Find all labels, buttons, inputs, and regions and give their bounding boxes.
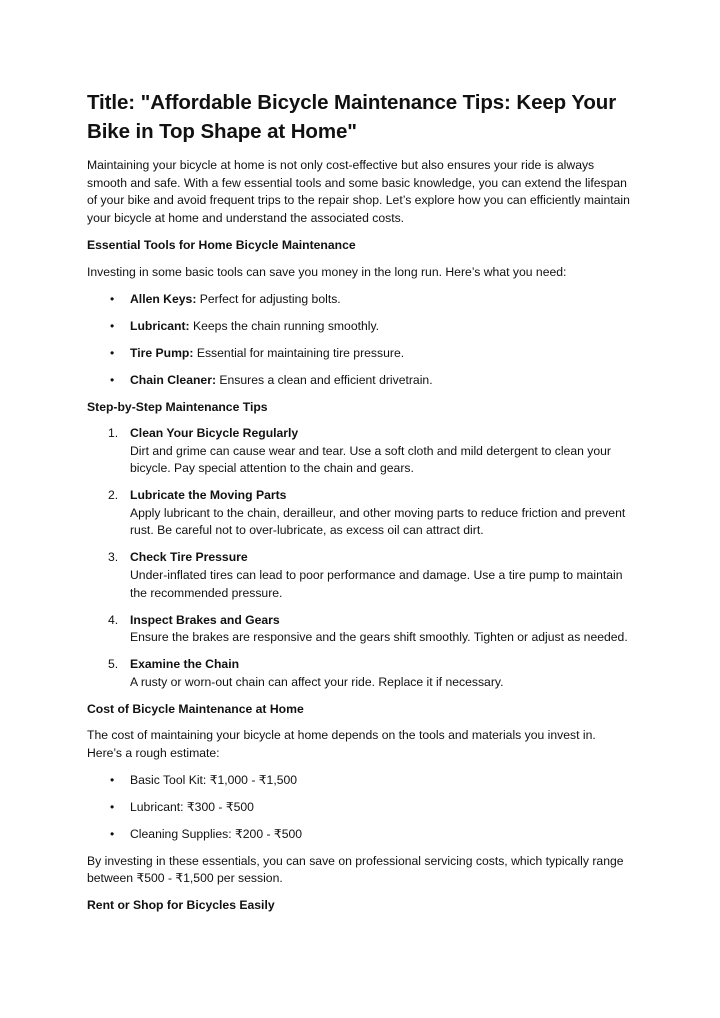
step-number: 5.	[108, 657, 119, 672]
step-number: 4.	[108, 612, 119, 627]
list-item	[87, 425, 632, 478]
intro-paragraph: Maintaining your bicycle at home is not only cost-effective but also ensures your ride is always smooth and safe. With a few essential tools and some basic knowledge, you can extend the lifespan of your bike and avoid frequent trips to the repair shop. Let’s explore how you can efficiently maintain your bicycle at home and understand the associated costs.	[87, 158, 630, 225]
tool-term: Allen Keys:	[130, 291, 197, 306]
bullet-icon: •	[110, 799, 115, 814]
step-number: 1.	[108, 426, 119, 441]
bullet-icon: •	[110, 772, 115, 787]
tool-desc: Keeps the chain running smoothly.	[189, 318, 380, 333]
cost-closing: By investing in these essentials, you can save on professional servicing costs, which typically range between ₹500 - ₹1,500 per session.	[87, 853, 624, 886]
list-item	[87, 318, 632, 336]
list-item	[87, 612, 632, 647]
list-item	[87, 345, 632, 363]
step-text: Apply lubricant to the chain, derailleur, and other moving parts to reduce friction and prevent rust. Be careful not to over-lubricate, as excess oil can attract dirt.	[130, 505, 626, 538]
step-text: Under-inflated tires can lead to poor performance and damage. Use a tire pump to maintain the recommended pressure.	[130, 568, 623, 600]
step-text: A rusty or worn-out chain can affect your ride. Replace it if necessary.	[130, 674, 504, 689]
bullet-icon: •	[110, 826, 115, 841]
list-item	[87, 826, 632, 844]
list-item	[87, 799, 632, 817]
step-title: Check Tire Pressure	[130, 550, 248, 565]
list-item	[87, 372, 632, 390]
tool-term: Lubricant:	[130, 318, 190, 333]
steps-heading: Step-by-Step Maintenance Tips	[87, 399, 268, 414]
tools-list	[87, 291, 632, 390]
step-title: Clean Your Bicycle Regularly	[130, 426, 299, 441]
document-page	[87, 88, 632, 923]
list-item	[87, 291, 632, 309]
cost-item: Basic Tool Kit: ₹1,000 - ₹1,500	[130, 772, 298, 787]
cost-lead: The cost of maintaining your bicycle at home depends on the tools and materials you invest in. Here’s a rough estimate:	[87, 728, 596, 760]
list-item	[87, 487, 632, 540]
step-number: 3.	[108, 550, 119, 565]
bullet-icon: •	[110, 318, 115, 333]
bullet-icon: •	[110, 372, 115, 387]
cost-heading: Cost of Bicycle Maintenance at Home	[87, 701, 304, 716]
step-number: 2.	[108, 488, 119, 503]
document-title: Title: "Affordable Bicycle Maintenance Tips: Keep Your Bike in Top Shape at Home"	[87, 91, 617, 143]
tool-term: Chain Cleaner:	[130, 372, 217, 387]
rent-heading: Rent or Shop for Bicycles Easily	[87, 897, 275, 912]
list-item	[87, 549, 632, 602]
step-title: Inspect Brakes and Gears	[130, 612, 280, 627]
tool-desc: Ensures a clean and efficient drivetrain.	[216, 372, 433, 387]
cost-item: Lubricant: ₹300 - ₹500	[130, 799, 254, 814]
step-text: Dirt and grime can cause wear and tear. Use a soft cloth and mild detergent to clean your bicycle. Pay special attention to the chain and gears.	[130, 443, 611, 476]
list-item	[87, 656, 632, 691]
tools-lead: Investing in some basic tools can save you money in the long run. Here’s what you need:	[87, 264, 567, 279]
bullet-icon: •	[110, 291, 115, 306]
tool-desc: Essential for maintaining tire pressure.	[193, 345, 405, 360]
step-title: Lubricate the Moving Parts	[130, 488, 287, 503]
list-item	[87, 772, 632, 790]
tool-desc: Perfect for adjusting bolts.	[196, 291, 341, 306]
step-text: Ensure the brakes are responsive and the gears shift smoothly. Tighten or adjust as needed.	[130, 630, 628, 645]
cost-item: Cleaning Supplies: ₹200 - ₹500	[130, 826, 303, 841]
step-title: Examine the Chain	[130, 657, 240, 672]
tool-term: Tire Pump:	[130, 345, 194, 360]
steps-list	[87, 425, 632, 691]
tools-heading: Essential Tools for Home Bicycle Maintenance	[87, 238, 356, 253]
bullet-icon: •	[110, 345, 115, 360]
cost-list	[87, 772, 632, 844]
